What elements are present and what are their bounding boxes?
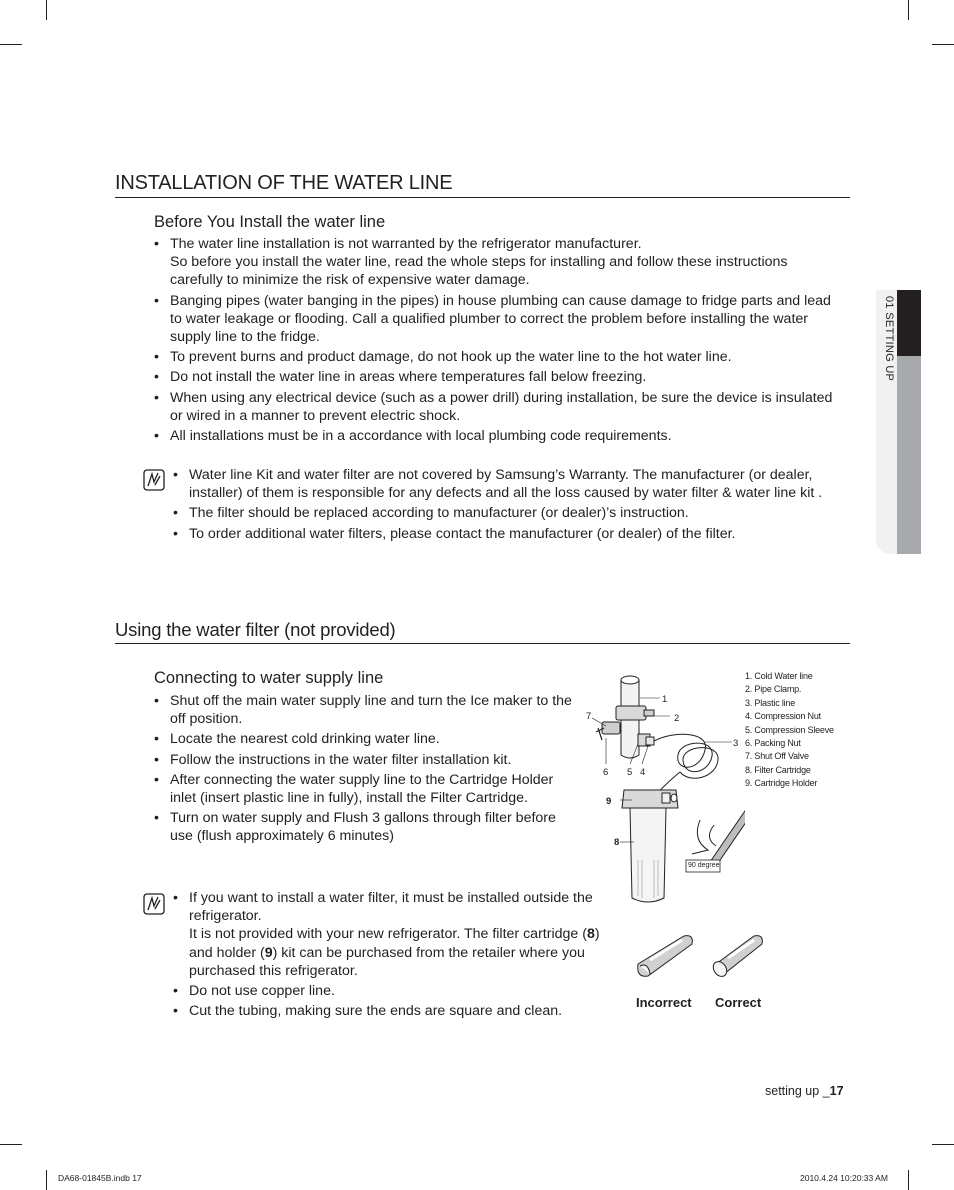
callout-7: 7 (586, 711, 592, 722)
holder-ref: 9 (264, 944, 273, 961)
bullet-text: All installations must be in a accordance with local plumbing code requirements. (170, 428, 672, 445)
subheading-before-install: Before You Install the water line (154, 213, 386, 231)
bullet-text: Turn on water supply and Flush 3 gallons through filter before use (flush approximately 6 minutes) (170, 810, 556, 845)
bullet-text: When using any electrical device (such as a power drill) during installation, be sure the device is insulated or wired in a manner to prevent electric shock. (170, 389, 833, 424)
callout-6: 6 (603, 767, 609, 778)
bullet-item (154, 809, 579, 845)
angle-label: 90 degree (688, 862, 720, 869)
bullet-text: Do not install the water line in areas where temperatures fall below freezing. (170, 369, 647, 386)
note-text: It is not provided with your new refrigerator. The filter cartridge ( (189, 926, 587, 943)
bullet-item (154, 771, 579, 807)
bullet-text: Follow the instructions in the water filter installation kit. (170, 751, 512, 768)
section-title-installation: INSTALLATION OF THE WATER LINE (115, 172, 850, 198)
legend-item: 3. Plastic line (745, 697, 796, 708)
incorrect-cut-tube (638, 936, 693, 977)
bullet-item (154, 730, 579, 748)
legend-item: 4. Compression Nut (745, 711, 821, 722)
note-item (173, 889, 603, 980)
bullet-item (154, 751, 579, 769)
note-text: If you want to install a water filter, it must be installed outside the refrigerator. (189, 890, 593, 925)
bullet-text: Banging pipes (water banging in the pipes) in house plumbing can cause damage to fridge parts and lead to water leakage or flooding. Call a qualified plumber to correct the problem before installing the water supply line to the fridge. (170, 292, 831, 346)
bullet-text: To prevent burns and product damage, do not hook up the water line to the hot water line. (170, 349, 732, 366)
bullet-item (154, 348, 834, 366)
crop-mark (908, 1170, 909, 1190)
page-number: 17 (829, 1084, 844, 1098)
side-tab-label: 01 SETTING UP (883, 296, 895, 382)
correct-label: Correct (715, 995, 762, 1010)
note-item (173, 525, 853, 543)
note-item (173, 1002, 603, 1020)
note-text: ) and holder ( (189, 926, 600, 961)
legend-item: 2. Pipe Clamp. (745, 684, 802, 695)
callout-9: 9 (606, 796, 612, 807)
note-text: Do not use copper line. (189, 983, 335, 1000)
filter-note-bullets (173, 889, 603, 1022)
warranty-note-bullets (173, 466, 853, 545)
bullet-text: Locate the nearest cold drinking water line. (170, 731, 440, 748)
correct-cut-tube (710, 936, 762, 979)
legend-item: 1. Cold Water line (745, 671, 813, 681)
bullet-text: Shut off the main water supply line and turn the Ice maker to the off position. (170, 693, 572, 728)
callout-8: 8 (614, 837, 620, 848)
note-item (173, 504, 853, 522)
note-text: Water line Kit and water filter are not covered by Samsung’s Warranty. The manufacturer (or dealer, installer) of them is responsible for any defects and all the loss caused by water filter & water line kit . (189, 467, 823, 502)
bullet-text: The water line installation is not warranted by the refrigerator manufacturer. (170, 236, 642, 252)
legend-item: 6. Packing Nut (745, 738, 801, 749)
callout-4: 4 (640, 767, 646, 778)
callout-2: 2 (674, 713, 680, 724)
note-text: To order additional water filters, please contact the manufacturer (or dealer) of the filter. (189, 525, 736, 542)
bullet-item (154, 427, 834, 445)
note-text: ) kit can be purchased from the retailer where you purchased this refrigerator. (189, 944, 585, 979)
footer-section: setting up _ (765, 1084, 830, 1098)
crop-mark (0, 1144, 22, 1145)
note-text: Cut the tubing, making sure the ends are square and clean. (189, 1003, 563, 1020)
slug-timestamp: 2010.4.24 10:20:33 AM (800, 1173, 888, 1183)
bullet-item (154, 235, 834, 290)
cartridge-ref: 8 (586, 926, 595, 943)
bullet-text: So before you install the water line, read the whole steps for installing and follow these instructions carefully to minimize the risk of expensive water damage. (170, 254, 788, 289)
crop-mark (932, 44, 954, 45)
section-title-water-filter: Using the water filter (not provided) (115, 619, 850, 644)
note-item (173, 982, 603, 1000)
connecting-bullets (154, 692, 579, 848)
callout-3: 3 (733, 738, 739, 749)
callout-1: 1 (662, 694, 668, 705)
before-install-bullets (154, 235, 834, 447)
crop-mark (908, 0, 909, 20)
bullet-item (154, 389, 834, 425)
legend-item: 8. Filter Cartridge (745, 764, 811, 775)
side-tab-bar (897, 356, 921, 554)
crop-mark (932, 1144, 954, 1145)
crop-mark (46, 0, 47, 20)
subheading-connecting: Connecting to water supply line (154, 669, 384, 687)
bullet-item (154, 692, 579, 728)
callout-5: 5 (627, 767, 633, 778)
incorrect-label: Incorrect (636, 995, 692, 1010)
bullet-text: After connecting the water supply line to the Cartridge Holder inlet (insert plastic line in fully), install the Filter Cartridge. (170, 771, 554, 807)
slug-filename: DA68-01845B.indb 17 (58, 1173, 142, 1183)
legend-item: 9. Cartridge Holder (745, 778, 818, 789)
tube-cut-illustration (630, 928, 770, 986)
legend-item: 7. Shut Off Valve (745, 751, 809, 762)
bullet-item (154, 292, 834, 347)
diagram-legend (745, 670, 834, 791)
note-icon (143, 469, 165, 491)
bullet-item (154, 368, 834, 386)
note-text: The filter should be replaced according to manufacturer (or dealer)’s instruction. (189, 505, 689, 522)
side-tab-marker (897, 290, 921, 356)
note-item (173, 466, 853, 502)
note-icon (143, 893, 165, 915)
crop-mark (0, 44, 22, 45)
page-footer (765, 1084, 844, 1098)
legend-item: 5. Compression Sleeve (745, 724, 834, 735)
crop-mark (46, 1170, 47, 1190)
